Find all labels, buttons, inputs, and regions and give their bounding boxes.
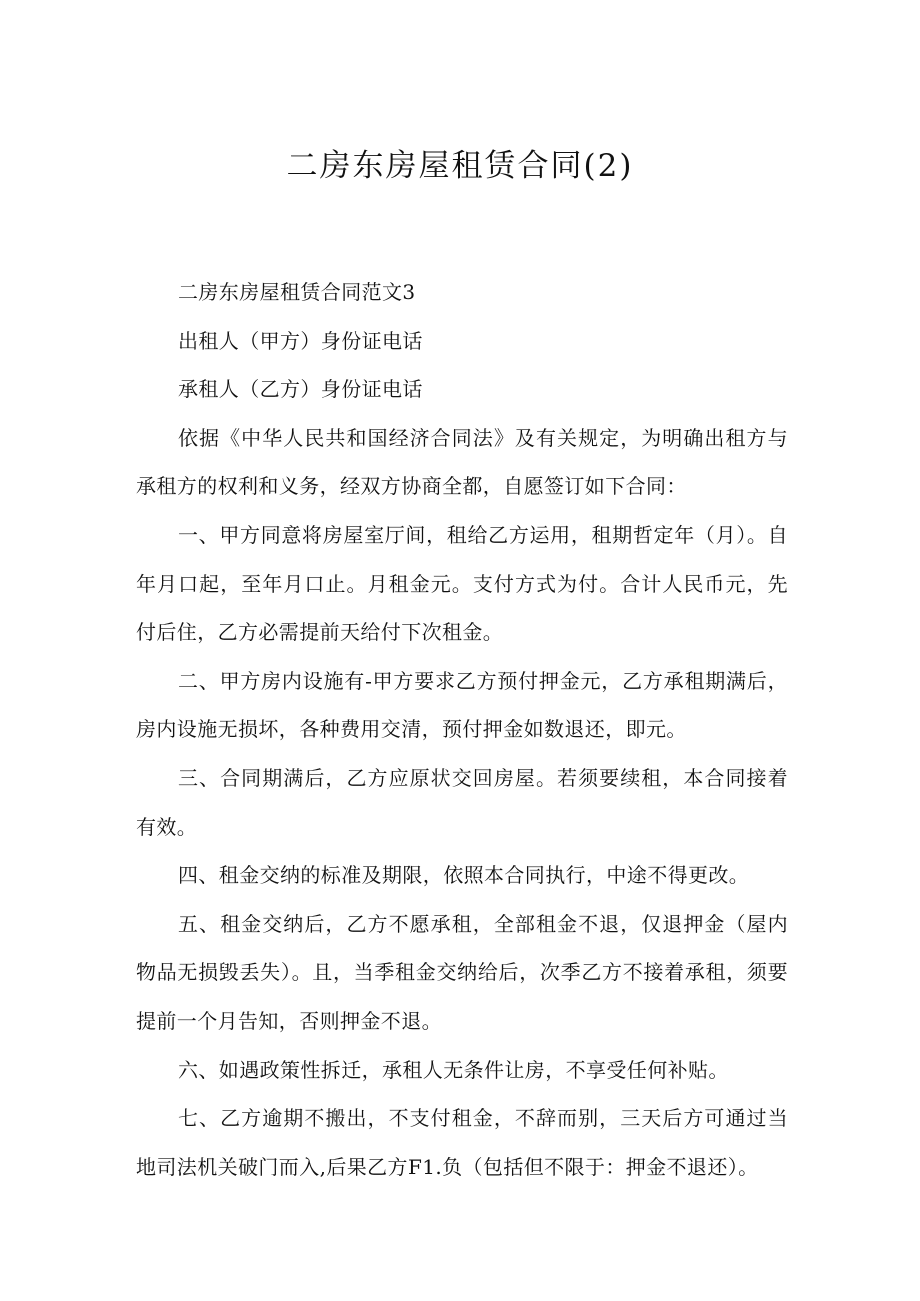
clause-7: 七、乙方逾期不搬出，不支付租金，不辞而别，三天后方可通过当地司法机关破门而入,后果乙方F1.负（包括但不限于：押金不退还）。: [136, 1106, 788, 1179]
clause-4: 四、租金交纳的标准及期限，依照本合同执行，中途不得更改。: [178, 863, 750, 888]
clause-6: 六、如遇政策性拆迁，承租人无条件让房，不享受任何补贴。: [178, 1057, 729, 1082]
clause-3: 三、合同期满后，乙方应原状交回房屋。若须要续租，本合同接着有效。: [136, 765, 788, 839]
paragraph-lessor: 出租人（甲方）身份证电话: [178, 328, 423, 353]
clause-1: 一、甲方同意将房屋室厅间，租给乙方运用，租期哲定年（月）。自年月口起，至年月口止。月租金元。支付方式为付。合计人民币元，先付后住，乙方必需提前天给付下次租金。: [136, 522, 788, 645]
document-body: [136, 268, 788, 1191]
paragraph-heading: 二房东房屋租赁合同范文3: [178, 280, 416, 304]
paragraph-lessee: 承租人（乙方）身份证电话: [178, 377, 423, 402]
paragraph-preamble: 依据《中华人民共和国经济合同法》及有关规定，为明确出租方与承租方的权利和义务，经双方协商全都，自愿签订如下合同：: [136, 425, 788, 499]
clause-2: 二、甲方房内设施有-甲方要求乙方预付押金元，乙方承租期满后，房内设施无损坏，各种费用交清，预付押金如数退还，即元。: [136, 668, 788, 742]
document-title: 二房东房屋租赁合同(2): [286, 148, 634, 184]
clause-5: 五、租金交纳后，乙方不愿承租，全部租金不退，仅退押金（屋内物品无损毁丢失）。且，当季租金交纳给后，次季乙方不接着承租，须要提前一个月告知，否则押金不退。: [136, 911, 788, 1033]
